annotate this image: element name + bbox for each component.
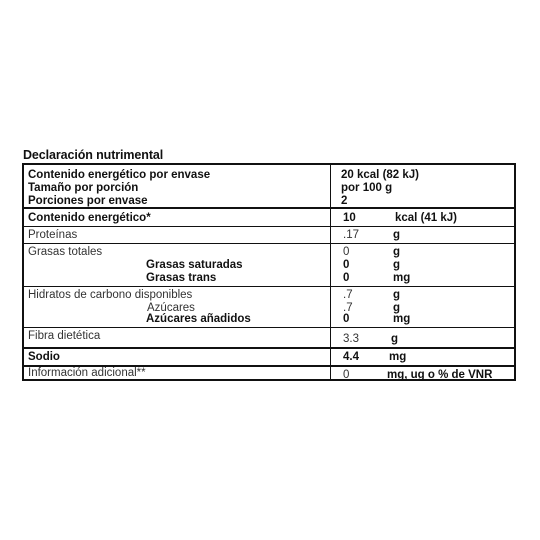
protein-value: .17 bbox=[343, 229, 359, 241]
carbs-value: .7 bbox=[343, 289, 353, 301]
sat-fat-label: Grasas saturadas bbox=[146, 259, 243, 271]
servings-value: 2 bbox=[341, 195, 348, 207]
row-divider bbox=[24, 226, 514, 227]
row-divider bbox=[24, 327, 514, 328]
fat-value: 0 bbox=[343, 246, 350, 258]
sugars-label: Azúcares bbox=[147, 302, 195, 314]
energy-per-pack-value: 20 kcal (82 kJ) bbox=[341, 169, 420, 181]
energy-value: 10 bbox=[343, 212, 356, 224]
additional-info-unit: mg, ug o % de VNR bbox=[387, 369, 493, 381]
fat-label: Grasas totales bbox=[28, 246, 103, 258]
fat-unit: g bbox=[393, 246, 401, 258]
protein-unit: g bbox=[393, 229, 401, 241]
fiber-unit: g bbox=[391, 333, 399, 345]
sodium-value: 4.4 bbox=[343, 351, 359, 363]
energy-per-pack-label: Contenido energético por envase bbox=[28, 169, 211, 181]
trans-fat-value: 0 bbox=[343, 272, 350, 284]
sat-fat-value: 0 bbox=[343, 259, 350, 271]
fiber-label: Fibra dietética bbox=[28, 330, 101, 342]
fiber-value: 3.3 bbox=[343, 333, 359, 345]
added-sugars-unit: mg bbox=[393, 313, 411, 325]
carbs-label: Hidratos de carbono disponibles bbox=[28, 289, 193, 301]
trans-fat-label: Grasas trans bbox=[146, 272, 217, 284]
sugars-value: .7 bbox=[343, 302, 353, 314]
energy-unit: kcal (41 kJ) bbox=[395, 212, 458, 224]
row-divider bbox=[24, 286, 514, 287]
serving-size-value: por 100 g bbox=[341, 182, 393, 194]
additional-info-label: Información adicional** bbox=[28, 367, 146, 379]
sugars-unit: g bbox=[393, 302, 401, 314]
header-divider bbox=[24, 207, 514, 209]
table-title: Declaración nutrimental bbox=[23, 148, 164, 162]
added-sugars-value: 0 bbox=[343, 313, 350, 325]
added-sugars-label: Azúcares añadidos bbox=[146, 313, 251, 325]
row-divider bbox=[24, 347, 514, 349]
sodium-unit: mg bbox=[389, 351, 407, 363]
sodium-label: Sodio bbox=[28, 351, 60, 363]
row-divider bbox=[24, 243, 514, 244]
serving-size-label: Tamaño por porción bbox=[28, 182, 139, 194]
sat-fat-unit: g bbox=[393, 259, 401, 271]
nutrition-table bbox=[22, 163, 516, 381]
trans-fat-unit: mg bbox=[393, 272, 411, 284]
protein-label: Proteínas bbox=[28, 229, 78, 241]
additional-info-value: 0 bbox=[343, 369, 350, 381]
carbs-unit: g bbox=[393, 289, 401, 301]
energy-label: Contenido energético* bbox=[28, 212, 151, 224]
servings-label: Porciones por envase bbox=[28, 195, 148, 207]
